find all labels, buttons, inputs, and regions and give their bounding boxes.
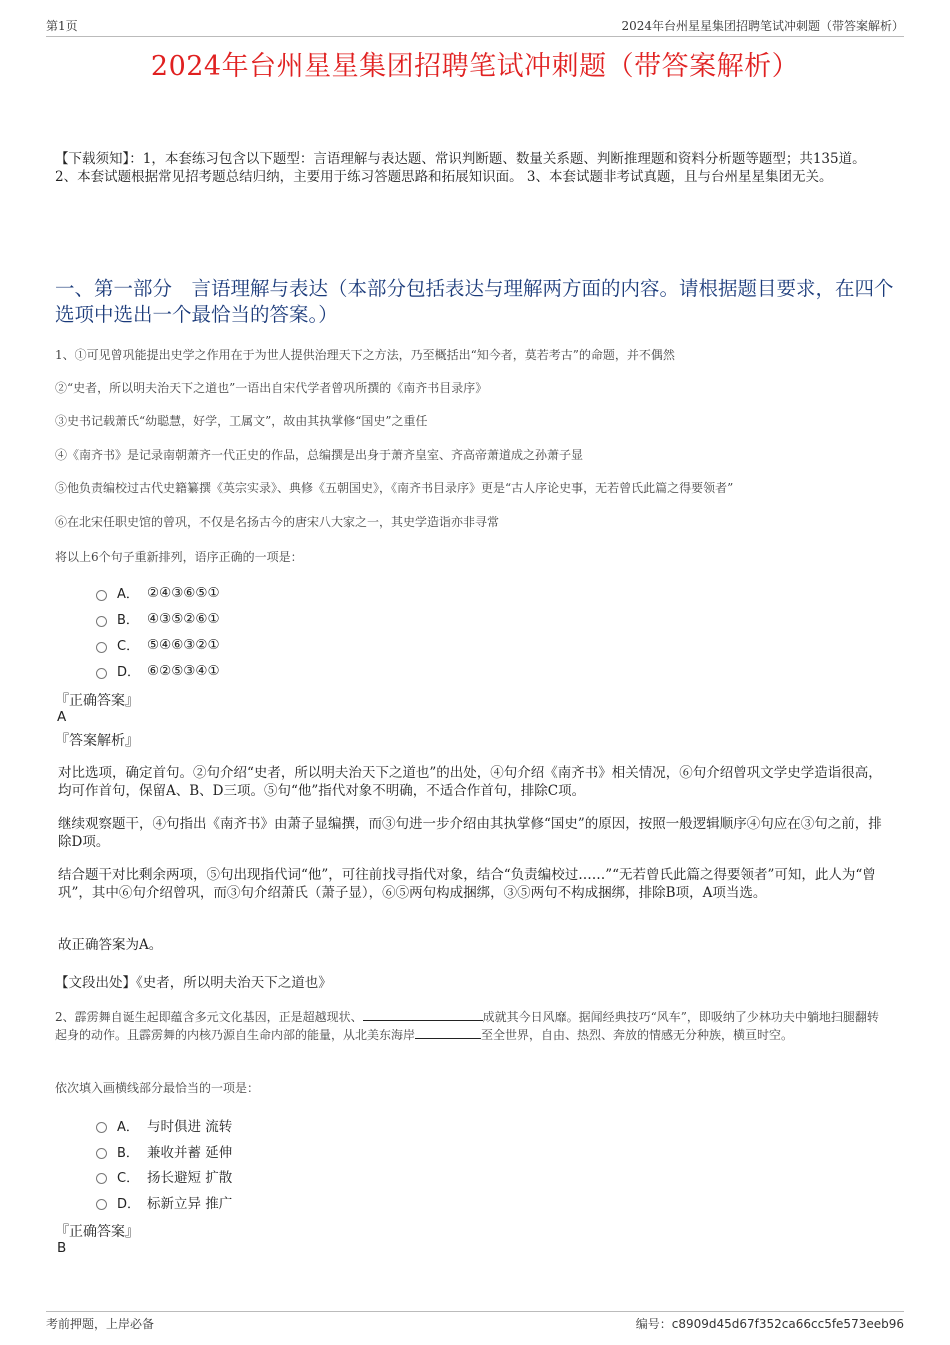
q1-sentence-6: ⑥在北宋任职史馆的曾巩，不仅是名扬古今的唐宋八大家之一，其史学造诣亦非寻常 xyxy=(55,515,500,529)
q2-text: 2、霹雳舞自诞生起即蕴含多元文化基因，正是超越现状、 成就其今日风靡。据闻经典技巧“风车”，即吸纳了少林功夫中躺地扫腿翻转起身的动作。且霹雳舞的内核乃源自生命内部的能量，从北美东海岸 至全世界，自由、热烈、奔放的情感无分种族，横亘时空。 xyxy=(55,1010,879,1042)
page-footer xyxy=(46,1311,904,1332)
radio-icon[interactable] xyxy=(96,1199,107,1210)
q2-option-d[interactable]: D． 标新立异 推广 xyxy=(96,1192,232,1212)
page-header xyxy=(46,14,904,37)
q1-analysis-2: 继续观察题干，④句指出《南齐书》由萧子显编撰，而③句进一步介绍由其执掌修“国史”的原因，按照一般逻辑顺序④句应在③句之前，排除D项。 xyxy=(58,816,882,850)
footer-code: c8909d45d67f352ca66cc5fe573eeb96 xyxy=(671,1316,904,1331)
q1-answer: A xyxy=(57,709,67,725)
footer-code-block: 编号：c8909d45d67f352ca66cc5fe573eeb96 xyxy=(635,1316,904,1331)
q2-option-b[interactable]: B． 兼收并蓄 延伸 xyxy=(96,1141,232,1161)
q1-analysis-3: 结合题干对比剩余两项，⑤句出现指代词“他”，可往前找寻指代对象，结合“负责编校过……”“无若曾氏此篇之得要领者”可知，此人为“曾巩”，其中⑥句介绍曾巩，而③句介绍萧氏（萧子显），⑥⑤两句构成捆绑，③⑤两句不构成捆绑，排除B项，A项当选。 xyxy=(58,867,876,901)
q2-option-c[interactable]: C． 扬长避短 扩散 xyxy=(96,1166,232,1186)
q2-option-a[interactable]: A． 与时俱进 流转 xyxy=(96,1115,232,1135)
section-heading: 一、第一部分 言语理解与表达（本部分包括表达与理解两方面的内容。请根据题目要求，在四个选项中选出一个最恰当的答案。） xyxy=(55,277,894,326)
q1-analysis-4: 故正确答案为A。 xyxy=(58,937,163,953)
q1-option-c[interactable]: C． ⑤④⑥③②① xyxy=(96,635,220,654)
q2-blank-1[interactable] xyxy=(363,1008,483,1021)
q1-sentence-5: ⑤他负责编校过古代史籍纂撰《英宗实录》、典修《五朝国史》，《南齐书目录序》更是“古人序论史事，无若曾氏此篇之得要领者” xyxy=(55,481,734,495)
q1-option-a[interactable]: A． ②④③⑥⑤① xyxy=(96,583,220,602)
q1-option-d[interactable]: D． ⑥②⑤③④① xyxy=(96,661,220,680)
q1-option-b[interactable]: B． ④③⑤②⑥① xyxy=(96,609,220,628)
q1-source: 【文段出处】《史者，所以明夫治天下之道也》 xyxy=(55,975,332,991)
header-doc-title: 2024年台州星星集团招聘笔试冲刺题（带答案解析） xyxy=(621,19,904,33)
page-number: 第1页 xyxy=(46,19,78,33)
download-notice: 【下载须知】：1，本套练习包含以下题型：言语理解与表达题、常识判断题、数量关系题、判断推理题和资料分析题等题型；共135道。 2、本套试题根据常见招考题总结归纳，主要用于练习答题思路和拓展知识面。 3、本套试题非考试真题，且与台州星星集团无关。 xyxy=(55,151,866,185)
radio-icon[interactable] xyxy=(96,642,107,653)
q1-answer-label: 『正确答案』 xyxy=(55,693,139,709)
q1-analysis-1: 对比选项，确定首句。②句介绍“史者，所以明夫治天下之道也”的出处，④句介绍《南齐书》相关情况，⑥句介绍曾巩文学史学造诣很高，均可作首句，保留A、B、D三项。⑤句“他”指代对象不明确，不适合作首句，排除C项。 xyxy=(58,765,882,799)
q1-sentence-4: ④《南齐书》是记录南朝萧齐一代正史的作品，总编撰是出身于萧齐皇室、齐高帝萧道成之孙萧子显 xyxy=(55,448,584,462)
q1-prompt: 将以上6个句子重新排列，语序正确的一项是： xyxy=(55,550,303,564)
q1-sentence-1: 1、①可见曾巩能提出史学之作用在于为世人提供治理天下之方法，乃至概括出“知今者，莫若考古”的命题，并不偶然 xyxy=(55,348,675,362)
radio-icon[interactable] xyxy=(96,1148,107,1159)
radio-icon[interactable] xyxy=(96,668,107,679)
footer-slogan: 考前押题，上岸必备 xyxy=(46,1316,155,1331)
page-title: 2024年台州星星集团招聘笔试冲刺题（带答案解析） xyxy=(150,51,800,82)
q2-answer-label: 『正确答案』 xyxy=(55,1224,139,1240)
q2-answer: B xyxy=(57,1240,67,1256)
q2-blank-2[interactable] xyxy=(415,1026,481,1039)
radio-icon[interactable] xyxy=(96,590,107,601)
q1-sentence-3: ③史书记载萧氏“幼聪慧，好学，工属文”，故由其执掌修“国史”之重任 xyxy=(55,414,428,428)
q1-analysis-label: 『答案解析』 xyxy=(55,733,139,749)
q1-sentence-2: ②“史者，所以明夫治天下之道也”一语出自宋代学者曾巩所撰的《南齐书目录序》 xyxy=(55,381,488,395)
radio-icon[interactable] xyxy=(96,1173,107,1184)
radio-icon[interactable] xyxy=(96,616,107,627)
q2-prompt: 依次填入画横线部分最恰当的一项是： xyxy=(55,1081,260,1095)
radio-icon[interactable] xyxy=(96,1122,107,1133)
